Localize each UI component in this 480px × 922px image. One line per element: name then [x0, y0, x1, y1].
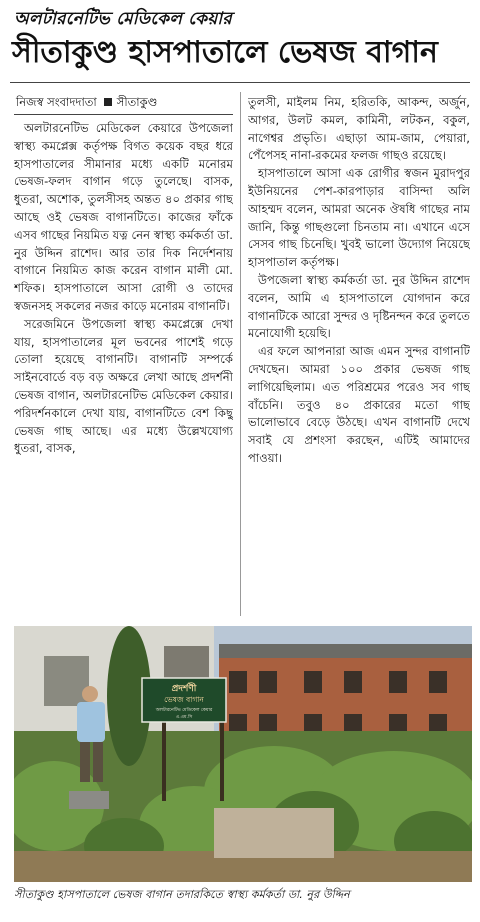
headline: সীতাকুণ্ড হাসপাতালে ভেষজ বাগান — [12, 35, 438, 70]
paragraph: হাসপাতালে আসা এক রোগীর স্বজন মুরাদপুর ইউনিয়নের পেশ-কারপাড়ার বাসিন্দা অলি আহম্মদ বলেন, আমরা অনেক ঔষধি গাছের নাম জানি, কিন্তু গাছগুলো চিনতাম না। এখানে এসে সেসব গাছ চিনেছি। খুবই ভালো উদ্যোগ নিয়েছে হাসপাতাল কর্তৃপক্ষ। — [248, 166, 470, 270]
paragraph: তুলসী, মাইলম নিম, হরিতকি, আকন্দ, অর্জুন, আগর, উলট কমল, কামিনী, লটকন, বকুল, নাগেশ্বর প্রভৃতি। এছাড়া আম-জাম, পেয়ারা, পেঁপেসহ নানা-রকমের ফলজ গাছও রয়েছে। — [248, 95, 470, 163]
byline-author: নিজস্ব সংবাদদাতা — [16, 95, 97, 109]
byline-rule — [14, 114, 233, 115]
kicker: অলটারনেটিভ মেডিকেল কেয়ার — [14, 9, 232, 29]
paragraph: সরেজমিনে উপজেলা স্বাস্থ্য কমপ্লেক্সে দেখা যায়, হাসপাতালের মূল ভবনের পাশেই গড়ে তোলা হয়েছে বাগানটি। বাগানটি সম্পর্কে সাইনবোর্ডে বড় বড় অক্ষরে লেখা আছে প্রদর্শনী ভেষজ বাগান, অলটারনেটিভ মেডিকেল কেয়ার। পরিদর্শনকালে দেখা যায়, বাগানটিতে বেশ কিছু ভেষজ গাছ আছে। এর মধ্যে উল্লেখযোগ্য ধুতরা, বাসক, — [14, 316, 233, 456]
paragraph: এর ফলে আপনারা আজ এমন সুন্দর বাগানটি দেখছেন। আমরা ১০০ প্রকার ভেষজ গাছ লাগিয়েছিলাম। এত পরিশ্রমের পরেও সব গাছ বাঁচেনি। তবুও ৪০ প্রকারের মতো গাছ ভালোভাবে বেড়ে উঠছে। এখন বাগানটি দেখে সবাই যে প্রশংসা করছেন, এটিই আমাদের পাওয়া। — [248, 344, 470, 465]
headline-rule — [10, 82, 470, 83]
byline — [16, 94, 157, 113]
signboard-title: প্রদর্শণী — [171, 684, 197, 694]
byline-location: সীতাকুণ্ড — [116, 95, 158, 109]
column-divider — [240, 92, 241, 616]
article-column-left — [14, 120, 233, 616]
signboard-line2: এ.এম.সি — [175, 715, 193, 720]
square-bullet-icon — [104, 98, 112, 106]
paragraph: অলটারনেটিভ মেডিকেল কেয়ারে উপজেলা স্বাস্থ্য কমপ্লেক্স কর্তৃপক্ষ বিগত কয়েক বছর ধরে হাসপাতালের সীমানার মধ্যে একটি মনোরম ভেষজ-ফলদ বাগান গড়ে তুলেছে। বাসক, ধুতরা, অশোক, তুলসীসহ অন্তত ৪০ প্রকার গাছ আছে ওই ভেষজ বাগানটিতে। কাজের ফাঁকে এসব গাছের নিয়মিত যত্ন নেন স্বাস্থ্য কর্মকর্তা ডা. নুর উদ্দিন রাশেদ। আর তার দিক নির্দেশনায় বাগানে নিয়মিত কাজ করেন বাগান মালী মো. শফিক। হাসপাতালে আসা রোগী ও তাদের স্বজনসহ সকলের নজর কাড়ে মনোরম বাগানটি। — [14, 121, 233, 313]
garden-photo — [14, 626, 472, 882]
garden-scene-image — [14, 626, 472, 882]
signboard-line1: অলটারনেটিভ মেডিকেল কেয়ার — [155, 708, 213, 713]
signboard-subtitle: ভেষজ বাগান — [164, 695, 204, 704]
article-column-right — [248, 94, 470, 616]
paragraph: উপজেলা স্বাস্থ্য কর্মকর্তা ডা. নুর উদ্দিন রাশেদ বলেন, আমি এ হাসপাতালে যোগদান করে বাগানটিকে আরো সুন্দর ও দৃষ্টিনন্দন করে তুলতে মনোযোগী হয়েছি। — [248, 272, 470, 341]
photo-caption: সীতাকুণ্ড হাসপাতালে ভেষজ বাগান তদারকিতে স্বাস্থ্য কর্মকর্তা ডা. নুর উদ্দিন — [14, 888, 350, 901]
